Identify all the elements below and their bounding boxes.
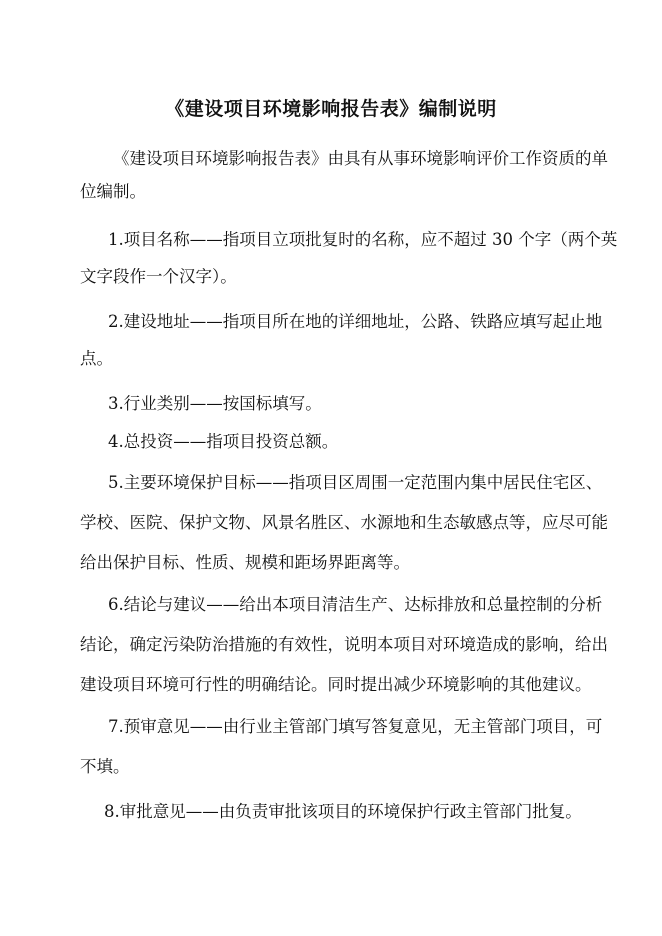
text-line: 给出保护目标、性质、规模和距场界距离等。 [80,553,410,572]
text-line: 文字段作一个汉字）。 [80,267,237,286]
text-line: 点。 [80,349,113,368]
text-line: 学校、医院、保护文物、风景名胜区、水源地和生态敏感点等，应尽可能 [80,513,608,532]
text-line: 3.行业类别——按国标填写。 [108,394,322,413]
text-line: 7.预审意见——由行业主管部门填写答复意见，无主管部门项目，可 [108,717,603,736]
document-title: 《建设项目环境影响报告表》编制说明 [165,98,497,120]
text-line: 5.主要环境保护目标——指项目区周围一定范围内集中居民住宅区、 [108,473,603,492]
text-line: 8.审批意见——由负责审批该项目的环境保护行政主管部门批复。 [104,802,582,821]
text-line: 1.项目名称——指项目立项批复时的名称，应不超过 30 个字（两个英 [108,230,618,249]
text-line: 结论，确定污染防治措施的有效性，说明本项目对环境造成的影响，给出 [80,635,608,654]
text-line: 《建设项目环境影响报告表》由具有从事环境影响评价工作资质的单 [113,149,608,168]
text-line: 6.结论与建议——给出本项目清洁生产、达标排放和总量控制的分析 [108,595,603,614]
text-line: 不填。 [80,757,130,776]
text-line: 2.建设地址——指项目所在地的详细地址，公路、铁路应填写起止地 [108,312,603,331]
text-line: 位编制。 [80,182,146,201]
text-line: 建设项目环境可行性的明确结论。同时提出减少环境影响的其他建议。 [80,675,592,694]
text-line: 4.总投资——指项目投资总额。 [108,432,339,451]
